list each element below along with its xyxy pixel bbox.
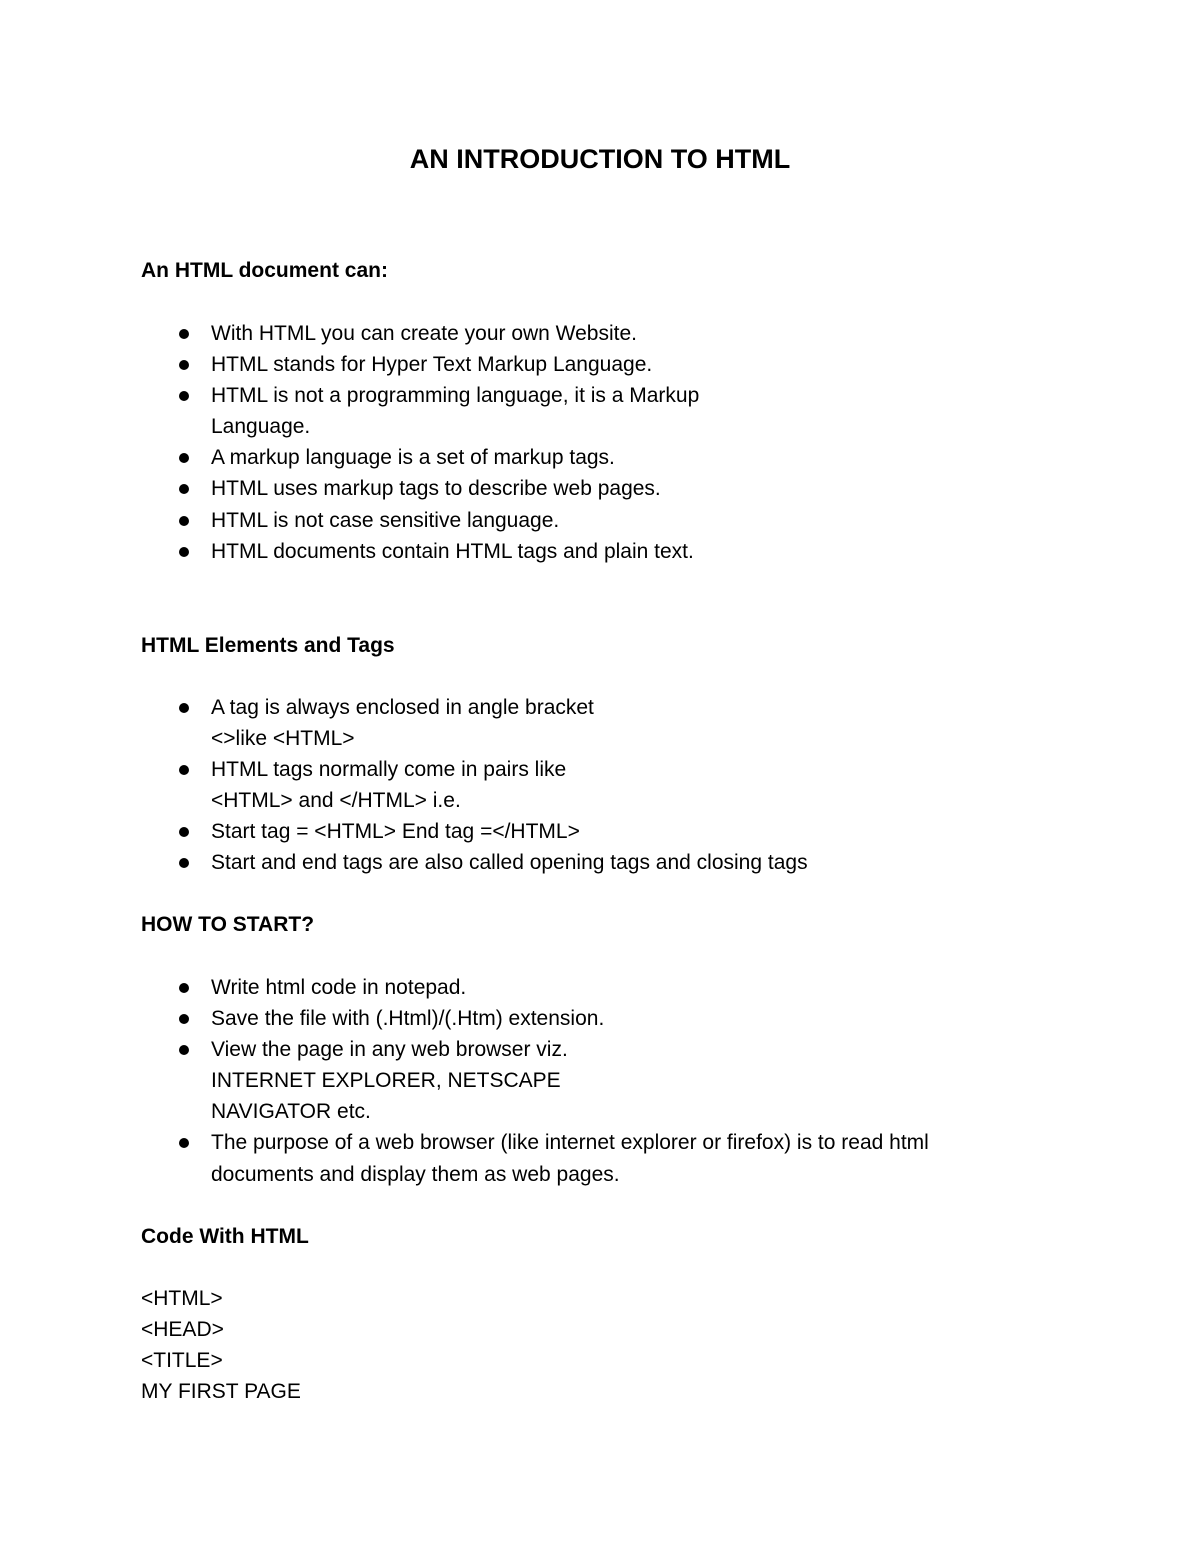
bullet-icon xyxy=(179,703,189,713)
list-item: A markup language is a set of markup tags. xyxy=(141,442,1081,473)
list-item: HTML is not case sensitive language. xyxy=(141,505,1081,536)
code-block xyxy=(141,1283,301,1407)
bullet-icon xyxy=(179,360,189,370)
section-heading-elements-tags: HTML Elements and Tags xyxy=(141,634,395,657)
list-item: Write html code in notepad. xyxy=(141,972,1081,1003)
bullet-icon xyxy=(179,765,189,775)
list-item: A tag is always enclosed in angle bracket <>like <HTML> xyxy=(141,692,1081,754)
bullet-icon xyxy=(179,391,189,401)
list-item: The purpose of a web browser (like internet explorer or firefox) is to read html documents and display them as web pages. xyxy=(141,1127,1081,1189)
list-item: HTML uses markup tags to describe web pages. xyxy=(141,473,1081,504)
list-item: View the page in any web browser viz. INTERNET EXPLORER, NETSCAPE NAVIGATOR etc. xyxy=(141,1034,1081,1127)
list-item: Start and end tags are also called opening tags and closing tags xyxy=(141,847,1081,878)
bullet-icon xyxy=(179,983,189,993)
bullet-icon xyxy=(179,1045,189,1055)
list-item: HTML stands for Hyper Text Markup Language. xyxy=(141,349,1081,380)
code-line: <TITLE> xyxy=(141,1349,223,1373)
bullet-list-elements-tags xyxy=(141,692,1081,879)
bullet-icon xyxy=(179,858,189,868)
bullet-icon xyxy=(179,1014,189,1024)
section-heading-code-with-html: Code With HTML xyxy=(141,1225,309,1248)
bullet-icon xyxy=(179,516,189,526)
bullet-icon xyxy=(179,827,189,837)
list-item: Start tag = <HTML> End tag =</HTML> xyxy=(141,816,1081,847)
code-line: <HTML> xyxy=(141,1287,223,1310)
bullet-icon xyxy=(179,547,189,557)
list-item: HTML documents contain HTML tags and plain text. xyxy=(141,536,1081,567)
bullet-icon xyxy=(179,484,189,494)
code-line: MY FIRST PAGE xyxy=(141,1380,301,1404)
section-heading-html-document: An HTML document can: xyxy=(141,259,388,282)
document-title: AN INTRODUCTION TO HTML xyxy=(409,144,791,174)
section-heading-how-to-start: HOW TO START? xyxy=(141,913,315,936)
bullet-icon xyxy=(179,1138,189,1148)
list-item: HTML is not a programming language, it is a Markup Language. xyxy=(141,380,1081,442)
code-line: <HEAD> xyxy=(141,1318,224,1342)
bullet-list-html-document xyxy=(141,318,1081,567)
bullet-icon xyxy=(179,453,189,463)
list-item: HTML tags normally come in pairs like <HTML> and </HTML> i.e. xyxy=(141,754,1081,816)
bullet-icon xyxy=(179,329,189,339)
list-item: With HTML you can create your own Website. xyxy=(141,318,1081,349)
list-item: Save the file with (.Html)/(.Htm) extension. xyxy=(141,1003,1081,1034)
bullet-list-how-to-start xyxy=(141,972,1081,1190)
